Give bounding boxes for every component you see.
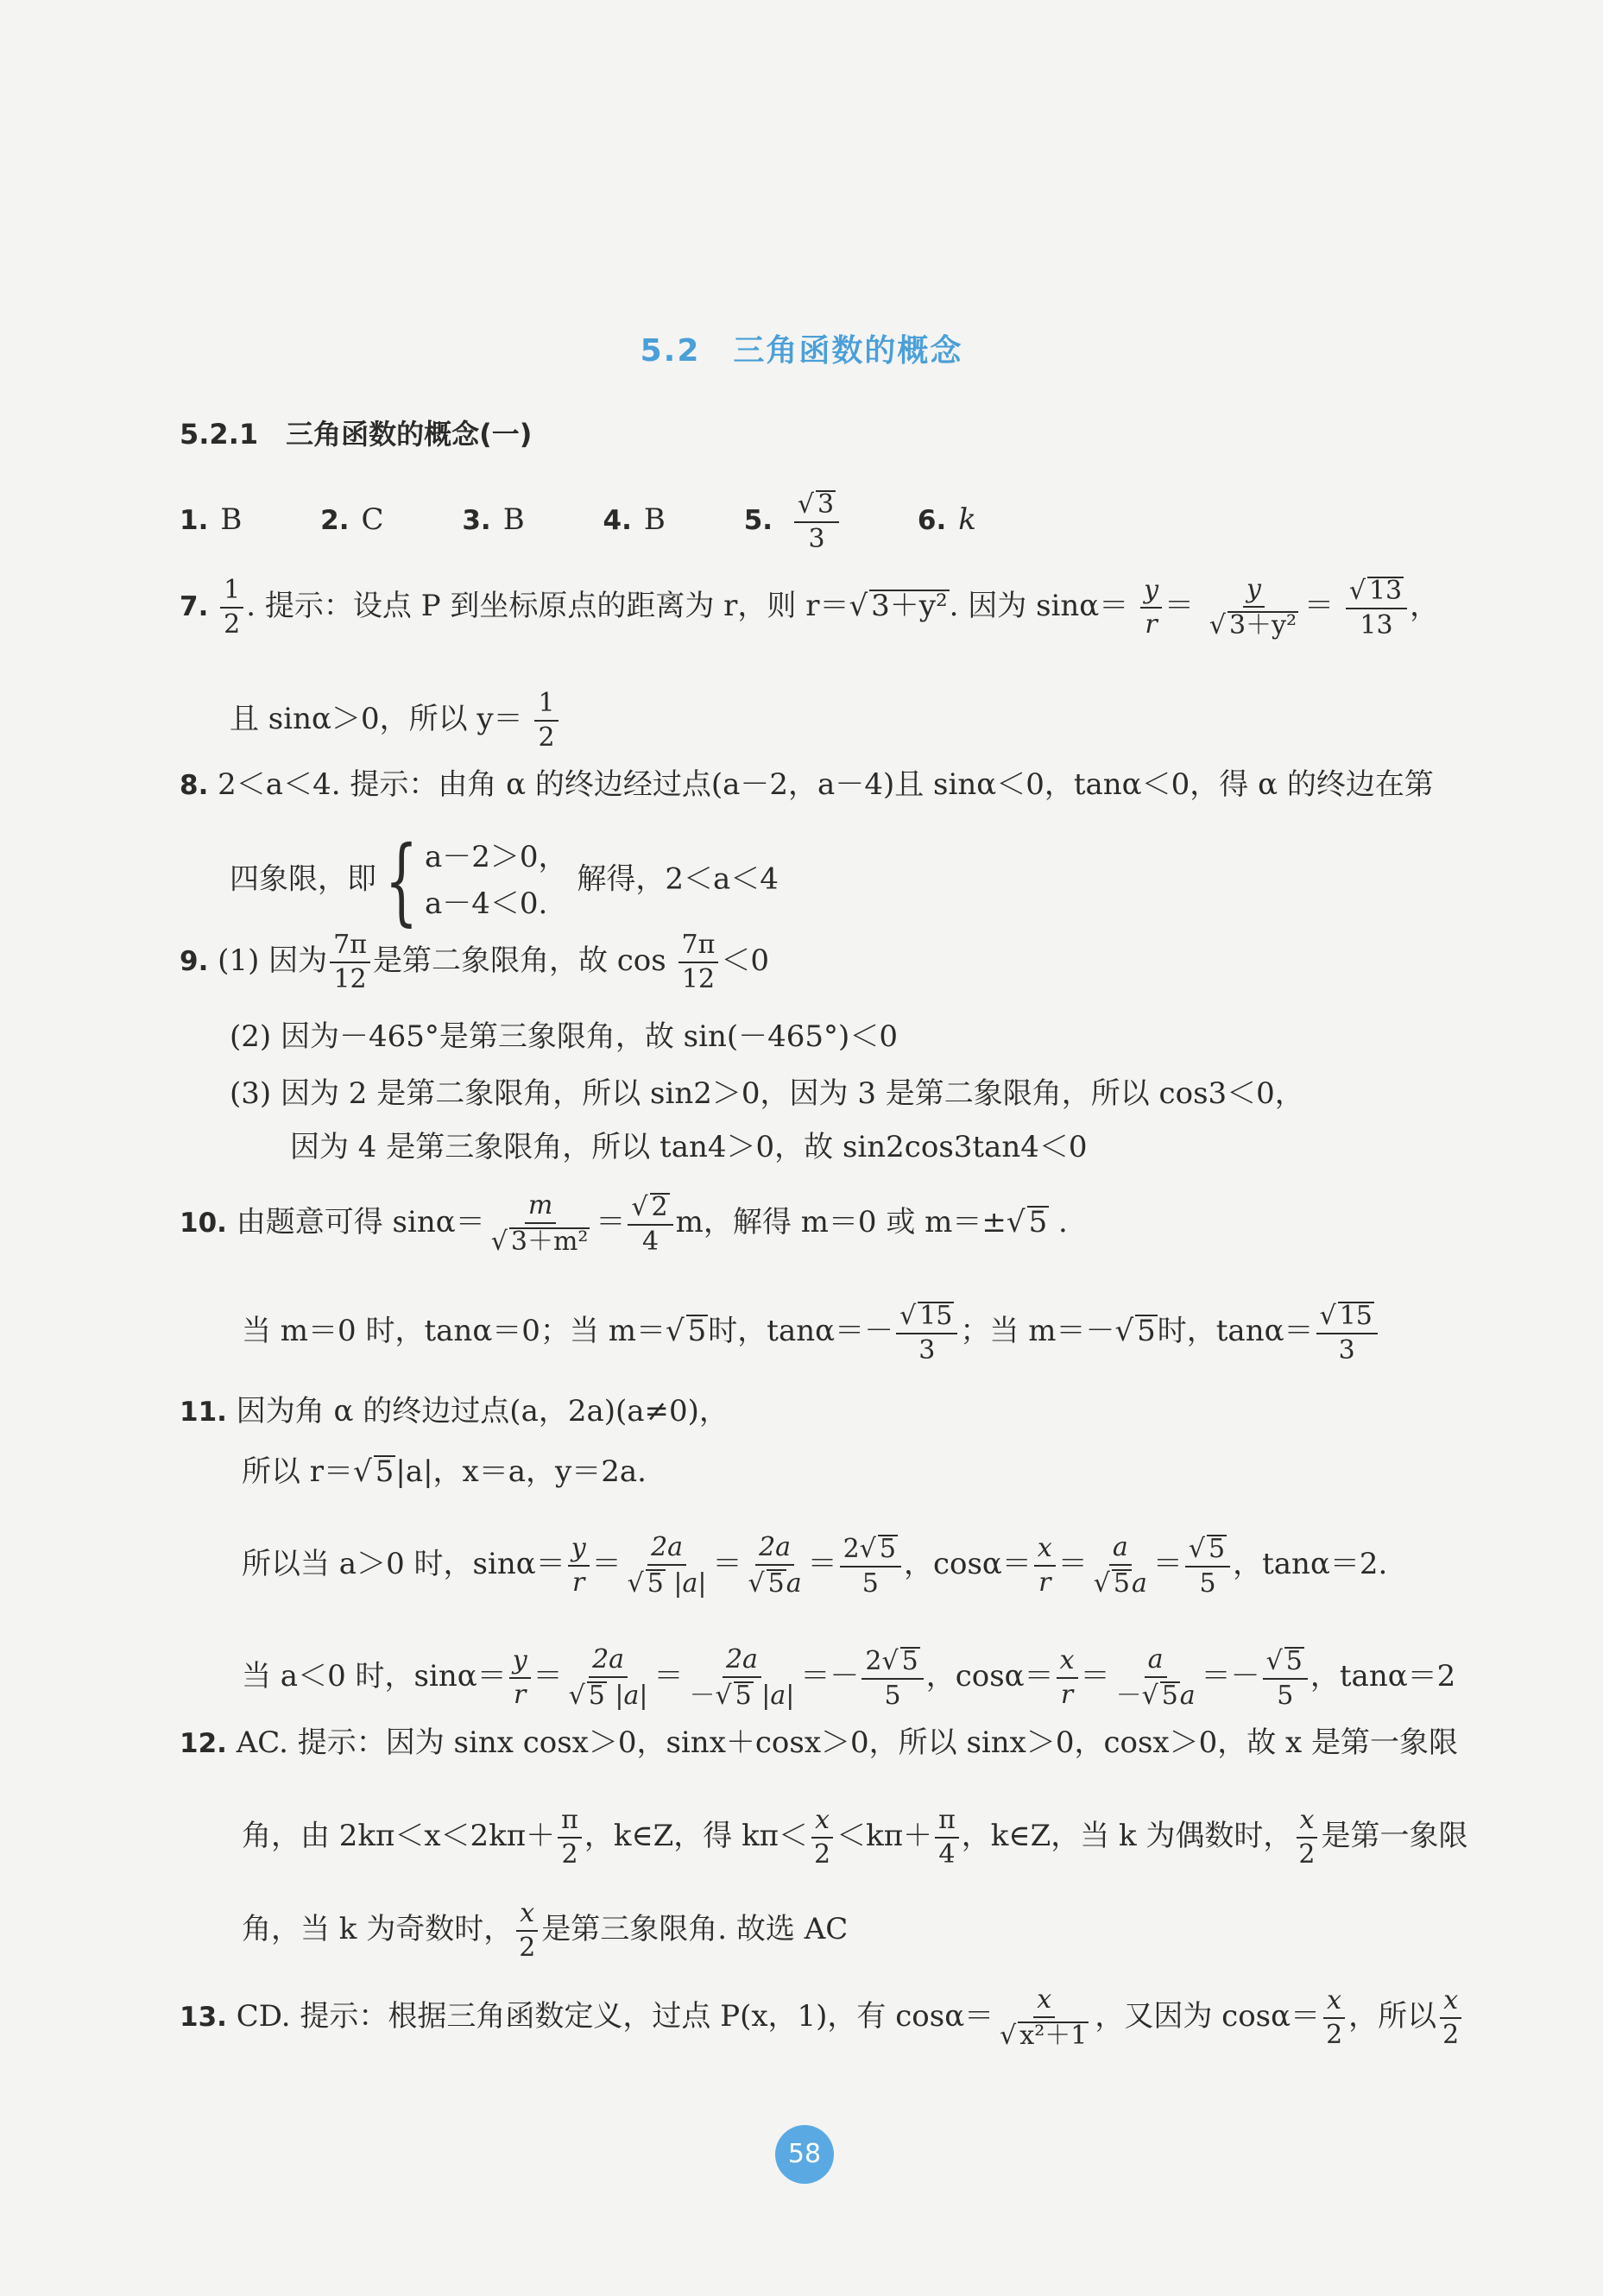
q11-number: 11. — [180, 1397, 227, 1428]
q9-line-2: (2) 因为－465°是第三象限角，故 sin(－465°)＜0 — [230, 1019, 898, 1054]
q7-line-1: 7. $\frac{1}{2}$ . 提示：设点 P 到坐标原点的距离为 r，则 r＝√ 3＋y². 因为 sinα＝ $\frac{y}{r}$ ＝ $\frac{y}{\text{√ 3＋y²}}$ ＝ $\frac{√ 13}{13}$ ， — [180, 574, 1440, 640]
frac-a-neg-sqrt5a: $\frac{a}{-√ 5a}$ — [1115, 1644, 1196, 1711]
q3-number: 3. — [462, 505, 491, 536]
frac-y-r: $\frac{y}{r}$ — [509, 1648, 531, 1708]
q7-fraction-y-sqrt: $\frac{y}{\text{√ 3＋y²}}$ — [1209, 574, 1297, 640]
frac-2a-sqrt5a: $\frac{2a}{√ 5a}$ — [748, 1532, 802, 1599]
q7-line-2 — [230, 688, 561, 753]
q10-line2-b: 时，tanα＝－ — [708, 1314, 894, 1348]
q7-text-2: . 因为 sinα＝ — [949, 589, 1129, 623]
q12-line-3: 角，当 k 为奇数时， $\frac{x}{2}$ 是第三象限角. 故选 AC — [242, 1898, 849, 1963]
q9-line-1 — [180, 932, 769, 993]
frac-2a-sqrt5abs: $\frac{2a}{√ 5 |a|}$ — [568, 1644, 648, 1711]
q8-number: 8. — [180, 770, 209, 801]
q11-line-1 — [180, 1394, 729, 1429]
equals-sign: ＝ — [596, 1205, 626, 1239]
sqrt5: 5 — [1028, 1205, 1048, 1239]
q3-answer: B — [502, 502, 525, 537]
q7-line-2-text: 且 sinα＞0，所以 y＝ — [230, 702, 523, 736]
q10-text-c: m，解得 m＝0 或 m＝± — [675, 1205, 1007, 1239]
frac-x-r: $\frac{x}{r}$ — [1034, 1536, 1056, 1596]
left-brace: { — [384, 825, 419, 937]
equals-sign: ＝ — [1164, 589, 1195, 623]
q7-text-1: . 提示：设点 P 到坐标原点的距离为 r，则 r＝ — [246, 589, 849, 623]
q2-number: 2. — [320, 505, 350, 536]
q13-number: 13. — [180, 2002, 227, 2033]
frac-2sqrt5-5: $\frac{2√ 5}{5}$ — [840, 1535, 901, 1597]
q9-line-3: (3) 因为 2 是第二象限角，所以 sin2＞0，因为 3 是第二象限角，所以 cos3＜0， — [230, 1076, 1304, 1111]
q9-fraction-2: $\frac{7\pi}{12}$ — [678, 932, 719, 993]
q10-text-d: . — [1049, 1205, 1068, 1239]
q10-line2-c: ；当 m＝－ — [960, 1314, 1115, 1348]
page-number-badge: 58 — [775, 2125, 834, 2184]
q13-text-b: ，又因为 cosα＝ — [1095, 1999, 1321, 2034]
q9-line-4: 因为 4 是第三象限角，所以 tan4＞0，故 sin2cos3tan4＜0 — [290, 1130, 1088, 1164]
frac-2sqrt5-5: $\frac{2√ 5}{5}$ — [861, 1647, 923, 1709]
q12-line-2: 角，由 2kπ＜x＜2kπ＋ $\frac{\pi}{2}$ ，k∈Z，得 kπ＜ $\frac{x}{2}$ ＜kπ＋ $\frac{\pi}{4}$ ，k∈Z，当 k 为偶数时， $\frac{x}{2}$ 是第一象限 — [242, 1805, 1468, 1870]
q1-number: 1. — [180, 505, 209, 536]
q9-number: 9. — [180, 946, 209, 977]
frac-x-sqrt: $\frac{x}{\text{√ x²＋1}}$ — [1000, 1984, 1088, 2051]
q4-answer: B — [643, 502, 666, 537]
frac-a-sqrt5a: $\frac{a}{√ 5a}$ — [1093, 1532, 1147, 1599]
q10-line-2: 当 m＝0 时，tanα＝0；当 m＝√ 5时，tanα＝－ $\frac{√ 15}{3}$ ；当 m＝－√ 5时，tanα＝ $\frac{√ 15}{3}$ — [242, 1302, 1380, 1364]
q12-number: 12. — [180, 1728, 227, 1759]
q8-line-1-text: 2＜a＜4. 提示：由角 α 的终边经过点(a－2，a－4)且 sinα＜0，tanα＜0，得 α 的终边在第 — [218, 767, 1434, 802]
q10-line-1: 10. 由题意可得 sinα＝ $\frac{m}{\text{√ 3＋m²}}$ ＝ $\frac{√ 2}{4}$ m，解得 m＝0 或 m＝±√ 5 . — [180, 1190, 1068, 1257]
q11-line-2: 所以 r＝√ 5|a|，x＝a，y＝2a. — [242, 1454, 647, 1489]
q5-number: 5. — [743, 505, 773, 536]
frac-x-2: $\frac{x}{2}$ — [1295, 1807, 1318, 1868]
q10-text-a: 由题意可得 sinα＝ — [236, 1205, 485, 1239]
q7-answer-fraction: $\frac{1}{2}$ — [220, 577, 243, 638]
q11-line-3: 所以当 a＞0 时，sinα＝ $\frac{y}{r}$ ＝ $\frac{2a}{√ 5 |a|}$ ＝ $\frac{2a}{√ 5a}$ ＝ $\frac{2√ 5}{5}$ ，cosα＝ $\frac{x}{r}$ ＝ $\frac{a}{√ 5a}$ ＝ $\frac{√ 5}{5}$ ，tanα＝2. — [242, 1532, 1388, 1599]
q7-fraction-y-r: $\frac{y}{r}$ — [1140, 577, 1162, 638]
q13-text-c: ，所以 — [1348, 1999, 1437, 2034]
q4-number: 4. — [603, 505, 632, 536]
q6-number: 6. — [917, 505, 947, 536]
q2-answer: C — [361, 502, 384, 537]
q11-line-4: 当 a＜0 时，sinα＝ $\frac{y}{r}$ ＝ $\frac{2a}{√ 5 |a|}$ ＝ $\frac{2a}{-√ 5 |a|}$ ＝－ $\frac{2√ 5}{5}$ ，cosα＝ $\frac{x}{r}$ ＝ $\frac{a}{-√ 5a}$ ＝－ $\frac{√ 5}{5}$ ，tanα＝2 — [242, 1644, 1456, 1711]
frac-x-2: $\frac{x}{2}$ — [1322, 1988, 1346, 2048]
frac-x-2: $\frac{x}{2}$ — [515, 1901, 539, 1961]
q12-line1-text: AC. 提示：因为 sinx cosx＞0，sinx＋cosx＞0，所以 sinx＞0，cosx＞0，故 x 是第一象限 — [236, 1725, 1459, 1760]
frac-x-2: $\frac{x}{2}$ — [811, 1807, 834, 1868]
q9-part1-b: 是第二象限角，故 cos — [372, 943, 666, 978]
section-title: 5.2 三角函数的概念 — [640, 333, 963, 369]
q10-fraction-m: $\frac{m}{\text{√ 3＋m²}}$ — [490, 1190, 589, 1257]
q10-number: 10. — [180, 1208, 227, 1239]
answers-1-6 — [180, 490, 1045, 552]
q10-fraction-sqrt15-b: $\frac{√ 15}{3}$ — [1316, 1302, 1378, 1364]
q9-part1-c: ＜0 — [721, 943, 769, 978]
frac-x-2: $\frac{x}{2}$ — [1439, 1988, 1462, 2048]
q11-line1-text: 因为角 α 的终边过点(a，2a)(a≠0)， — [236, 1394, 729, 1429]
q8-line-2b: 解得，2＜a＜4 — [577, 861, 779, 897]
frac-2a-sqrt5abs: $\frac{2a}{√ 5 |a|}$ — [627, 1532, 707, 1599]
q13-line-1 — [180, 1984, 1465, 2051]
subsection-title: 5.2.1 三角函数的概念(一) — [180, 418, 533, 451]
equals-sign: ＝ — [1304, 589, 1335, 623]
q8-inequality-system: a－2＞0， a－4＜0. — [425, 840, 568, 922]
q9-fraction: $\frac{7\pi}{12}$ — [330, 932, 370, 993]
q7-fraction-sqrt13: $\frac{√ 13}{13}$ — [1346, 577, 1407, 639]
q7-y-fraction: $\frac{1}{2}$ — [534, 691, 558, 751]
q5-answer-fraction: $\frac{√ 3}{3}$ — [794, 490, 839, 552]
q7-number: 7. — [180, 591, 209, 622]
q9-part1-a: (1) 因为 — [218, 943, 328, 978]
frac-sqrt5-5: $\frac{√ 5}{5}$ — [1263, 1647, 1308, 1709]
q8-line-2 — [230, 825, 779, 937]
frac-x-r: $\frac{x}{r}$ — [1057, 1648, 1078, 1708]
q7-radical: 3＋y² — [871, 589, 948, 623]
frac-pi-4: $\frac{\pi}{4}$ — [935, 1807, 959, 1868]
q10-fraction-sqrt2: $\frac{√ 2}{4}$ — [628, 1193, 672, 1255]
q12-line-1 — [180, 1725, 1459, 1760]
frac-sqrt5-5: $\frac{√ 5}{5}$ — [1185, 1535, 1230, 1597]
q10-line2-a: 当 m＝0 时，tanα＝0；当 m＝ — [242, 1314, 666, 1348]
q1-answer: B — [220, 502, 243, 537]
q10-line2-d: 时，tanα＝ — [1157, 1314, 1314, 1348]
q7-text-3: ， — [1410, 589, 1440, 623]
q8-line-1 — [180, 767, 1434, 802]
q6-answer: k — [958, 502, 976, 537]
q8-line-2a: 四象限，即 — [230, 861, 376, 897]
q13-text-a: CD. 提示：根据三角函数定义，过点 P(x，1)，有 cosα＝ — [236, 1999, 994, 2034]
frac-2a-neg-sqrt5abs: $\frac{2a}{-√ 5 |a|}$ — [689, 1644, 795, 1711]
frac-pi-2: $\frac{\pi}{2}$ — [558, 1807, 582, 1868]
q10-fraction-sqrt15: $\frac{√ 15}{3}$ — [896, 1302, 957, 1364]
frac-y-r: $\frac{y}{r}$ — [568, 1536, 590, 1596]
